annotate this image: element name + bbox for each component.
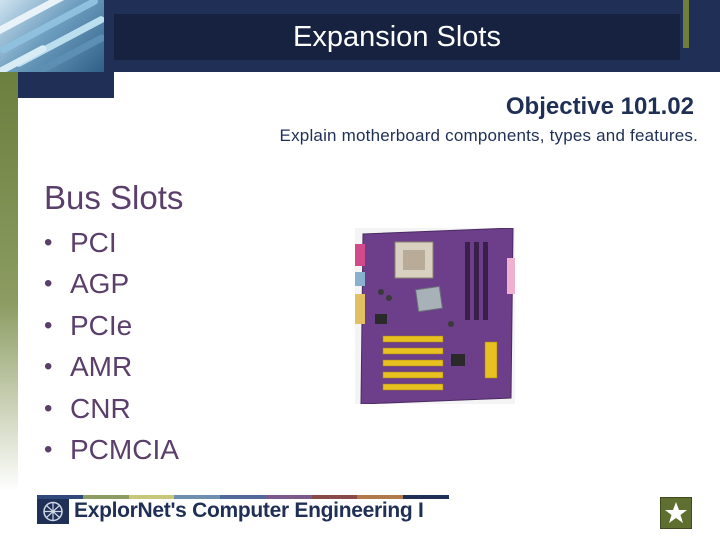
bullet-icon: •: [44, 270, 53, 298]
bullet-text: AMR: [70, 351, 133, 383]
network-cables-photo: [0, 0, 104, 72]
bullet-text: AGP: [70, 268, 130, 300]
list-item: [44, 222, 179, 264]
explornet-logo-icon: [37, 499, 69, 524]
bullet-list: [44, 222, 179, 471]
bullet-icon: •: [44, 311, 53, 339]
list-item: [44, 264, 179, 306]
bullet-text: PCMCIA: [70, 434, 179, 466]
list-item: [44, 388, 179, 430]
list-item: [44, 305, 179, 347]
star-nav-button[interactable]: [660, 497, 692, 529]
footer-course-title: ExplorNet's Computer Engineering I: [74, 499, 424, 522]
slide-title: Expansion Slots: [293, 21, 501, 53]
list-item: [44, 347, 179, 389]
objective-description: Explain motherboard components, types and features.: [279, 126, 698, 145]
section-heading: Bus Slots: [44, 179, 184, 216]
bullet-icon: •: [44, 228, 53, 256]
motherboard-image: [355, 228, 515, 404]
bullet-icon: •: [44, 436, 53, 464]
list-item: [44, 430, 179, 472]
objective-title: Objective 101.02: [505, 93, 694, 120]
bullet-icon: •: [44, 353, 53, 381]
star-icon: [661, 498, 691, 528]
bullet-text: PCIe: [70, 309, 133, 341]
bullet-text: PCI: [70, 226, 117, 258]
bullet-text: CNR: [70, 392, 131, 424]
header-accent-bar: [683, 0, 689, 48]
bullet-icon: •: [44, 394, 53, 422]
left-accent-bar: [0, 72, 18, 492]
